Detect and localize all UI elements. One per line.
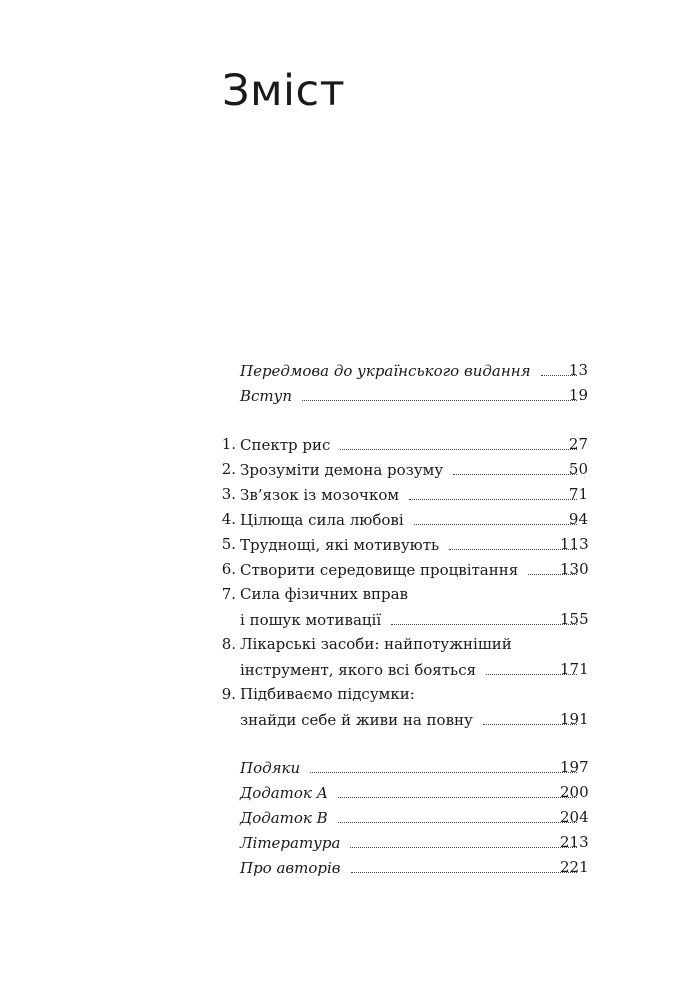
toc-page-number: 197 <box>560 758 589 776</box>
toc-page-number: 221 <box>560 858 589 876</box>
toc-entry-chapter-2[interactable] <box>0 457 692 481</box>
toc-entry-title: Зрозуміти демона розуму <box>240 461 444 479</box>
toc-entry-title-line2: знайди себе й живи на повну <box>240 711 473 729</box>
toc-entry-chapter-3[interactable] <box>0 482 692 506</box>
leader-dots <box>409 482 577 500</box>
toc-entry-appendix-b[interactable] <box>0 805 692 829</box>
toc-page-number: 94 <box>568 510 588 528</box>
leader-dots <box>338 780 577 798</box>
leader-dots <box>302 383 577 401</box>
toc-entry-title: Про авторів <box>240 859 341 877</box>
toc-entry-chapter-6[interactable] <box>0 557 692 581</box>
chapter-number: 1. <box>221 435 236 453</box>
chapter-number: 8. <box>221 635 236 653</box>
toc-entry-title-line2: інструмент, якого всі бояться <box>240 661 477 679</box>
leader-dots <box>391 607 577 625</box>
leader-dots <box>351 855 577 873</box>
toc-page-number: 50 <box>568 460 588 478</box>
chapter-number: 3. <box>221 485 236 503</box>
toc-entry-chapter-1[interactable] <box>0 432 692 456</box>
toc-entry-chapter-9-line1[interactable] <box>0 682 692 706</box>
leader-dots <box>310 755 577 773</box>
chapter-number: 7. <box>221 585 236 603</box>
leader-dots <box>453 457 577 475</box>
toc-page-number: 204 <box>560 808 589 826</box>
toc-entry-title-line2: і пошук мотивації <box>240 611 382 629</box>
toc-entry-title: Література <box>240 834 341 852</box>
leader-dots <box>338 805 577 823</box>
page-title: Зміст <box>222 66 346 116</box>
toc-page-number: 13 <box>568 361 588 379</box>
toc-entry-title: Створити середовище процвітання <box>240 561 519 579</box>
chapter-number: 5. <box>221 535 236 553</box>
toc-entry-references[interactable] <box>0 830 692 854</box>
toc-entry-chapter-4[interactable] <box>0 507 692 531</box>
toc-page-number: 27 <box>568 435 588 453</box>
toc-entry-foreword[interactable] <box>0 358 692 382</box>
leader-dots <box>449 532 577 550</box>
toc-entry-chapter-7[interactable] <box>0 607 692 631</box>
chapter-number: 9. <box>221 685 236 703</box>
chapter-number: 4. <box>221 510 236 528</box>
toc-page-number: 130 <box>560 560 589 578</box>
toc-entry-about-authors[interactable] <box>0 855 692 879</box>
toc-page-number: 113 <box>560 535 589 553</box>
leader-dots <box>414 507 577 525</box>
toc-entry-title: Додаток В <box>240 809 328 827</box>
toc-page-number: 155 <box>560 610 589 628</box>
toc-entry-title: Вступ <box>240 387 293 405</box>
chapter-number: 2. <box>221 460 236 478</box>
toc-entry-title: Цілюща сила любові <box>240 511 404 529</box>
toc-page-number: 19 <box>568 386 588 404</box>
toc-entry-acknowledgements[interactable] <box>0 755 692 779</box>
toc-entry-title-line1: Підбиваємо підсумки: <box>240 685 415 703</box>
toc-entry-title-line1: Лікарські засоби: найпотужніший <box>240 635 512 653</box>
toc-entry-title-line1: Сила фізичних вправ <box>240 585 409 603</box>
toc-entry-chapter-8-line1[interactable] <box>0 632 692 656</box>
toc-entry-title: Додаток А <box>240 784 329 802</box>
chapter-number: 6. <box>221 560 236 578</box>
toc-entry-chapter-9[interactable] <box>0 707 692 731</box>
leader-dots <box>350 830 577 848</box>
toc-page-number: 200 <box>560 783 589 801</box>
toc-entry-appendix-a[interactable] <box>0 780 692 804</box>
leader-dots <box>340 432 577 450</box>
toc-entry-title: Передмова до українського видання <box>240 362 531 380</box>
toc-entry-introduction[interactable] <box>0 383 692 407</box>
toc-page-number: 191 <box>560 710 589 728</box>
toc-entry-title: Спектр рис <box>240 436 331 454</box>
toc-entry-chapter-7-line1[interactable] <box>0 582 692 606</box>
toc-entry-title: Труднощі, які мотивують <box>240 536 440 554</box>
toc-entry-title: Зв’язок із мозочком <box>240 486 400 504</box>
toc-page-number: 71 <box>568 485 588 503</box>
toc-page-number: 171 <box>560 660 589 678</box>
toc-entry-chapter-8[interactable] <box>0 657 692 681</box>
toc-page-number: 213 <box>560 833 589 851</box>
toc-entry-title: Подяки <box>240 759 301 777</box>
toc-entry-chapter-5[interactable] <box>0 532 692 556</box>
